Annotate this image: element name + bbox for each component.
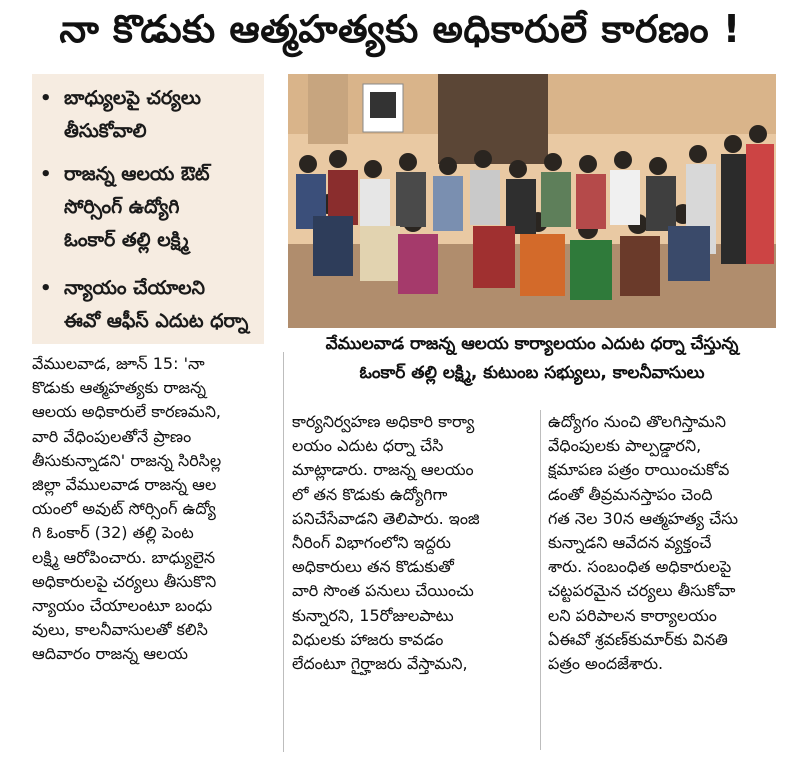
article-line: విధులకు హాజరు కావడం — [292, 629, 444, 649]
article-line: తీసుకున్నాడని' రాజన్న సిరిసిల్ల — [32, 450, 222, 470]
article-line: లేదంటూ గైర్హాజరు వేస్తామని, — [292, 653, 468, 673]
article-column-2 — [292, 410, 532, 676]
article-line: ఉద్యోగం నుంచి తొలగిస్తామని — [548, 412, 726, 431]
article-line: వారి సొంత పనులు చేయించు — [292, 581, 474, 601]
article-line: అధికారులపై చర్యలు తీసుకొని — [32, 571, 217, 591]
article-line: వులు, కాలనీవాసులతో కలిసి — [32, 620, 208, 640]
article-line: ఏఈవో శ్రవణ్‌కుమార్‌కు వినతి — [548, 629, 728, 649]
highlight-text: బాధ్యులపై చర్యలు తీసుకోవాలి — [64, 87, 201, 142]
article-column-3 — [548, 410, 788, 676]
highlight-text: న్యాయం చేయాలని ఈవో ఆఫీస్ ఎదుట ధర్నా — [64, 277, 249, 332]
article-line: ఆదివారం రాజన్న ఆలయ — [32, 644, 188, 664]
bullet-icon: • — [40, 88, 52, 109]
column-divider — [540, 410, 541, 750]
article-line: కున్నారని, 15రోజులపాటు — [292, 605, 454, 625]
bullet-icon: • — [40, 164, 52, 185]
photo-caption-line: వేములవాడ రాజన్న ఆలయ కార్యాలయం ఎదుట ధర్నా చేస్తున్న — [325, 334, 739, 354]
protest-photo-illustration — [288, 74, 776, 328]
article-line: లని పరిపాలన కార్యాలయం — [548, 605, 717, 625]
article-line: పత్రం అందజేశారు. — [548, 653, 664, 673]
article-line: వేధింపులకు పాల్పడ్డారని, — [548, 436, 702, 456]
article-line: గి ఓంకార్ (32) తల్లి పెంట — [32, 523, 194, 543]
article-line: లక్ష్మి ఆరోపించారు. బాధ్యులైన — [32, 547, 216, 567]
article-line: గత నెల 30న ఆత్మహత్య చేసు — [548, 508, 738, 528]
article-line: యంలో అవుట్ సోర్సింగ్ ఉద్యో — [32, 499, 216, 519]
article-line: డంతో తీవ్రమనస్తాపం చెంది — [548, 484, 713, 504]
article-line: వేములవాడ, జూన్ 15: 'నా — [32, 354, 205, 373]
article-line: లయం ఎదుట ధర్నా చేసి — [292, 436, 444, 456]
article-line: కార్యనిర్వహణ అధికారి కార్యా — [292, 412, 475, 431]
bullet-icon: • — [40, 278, 52, 299]
article-line: లో తన కొడుకు ఉద్యోగిగా — [292, 484, 448, 504]
article-line: క్షమాపణ పత్రం రాయించుకోవ — [548, 460, 730, 480]
highlight-item — [32, 82, 264, 152]
article-line: కొడుకు ఆత్మహత్యకు రాజన్న — [32, 378, 207, 398]
article-line: నీరింగ్ విభాగంలోని ఇద్దరు — [292, 532, 451, 552]
article-line: శారు. సంబంధిత అధికారులపై — [548, 557, 732, 577]
photo-caption-line: ఓంకార్ తల్లి లక్ష్మి, కుటుంబ సభ్యులు, కాలనీవాసులు — [359, 363, 705, 383]
article-line: న్యాయం చేయాలంటూ బంధు — [32, 595, 213, 615]
article-line: పనిచేసేవాడని తెలిపారు. ఇంజి — [292, 508, 480, 528]
highlight-text: రాజన్న ఆలయ ఔట్ సోర్సింగ్ ఉద్యోగి ఓంకార్ తల్లి లక్ష్మి — [64, 163, 210, 251]
article-line: వారి వేధింపులతోనే ప్రాణం — [32, 426, 192, 446]
article-line: జిల్లా వేములవాడ రాజన్న ఆల — [32, 474, 217, 494]
column-divider — [283, 352, 284, 752]
protest-photo — [288, 74, 776, 328]
article-line: అధికారులు తన కొడుకుతో — [292, 557, 454, 577]
article-line: చట్టపరమైన చర్యలు తీసుకోవా — [548, 581, 736, 601]
highlights-box — [32, 74, 264, 344]
article-column-1 — [32, 352, 272, 666]
highlight-item — [32, 158, 264, 258]
article-line: మాట్లాడారు. రాజన్న ఆలయం — [292, 460, 474, 480]
article-line: ఆలయ అధికారులే కారణమని, — [32, 402, 222, 422]
article-line: కున్నాడని ఆవేదన వ్యక్తంచే — [548, 532, 712, 552]
headline: నా కొడుకు ఆత్మహత్యకు అధికారులే కారణం ! — [59, 7, 741, 51]
highlight-item — [32, 272, 264, 342]
